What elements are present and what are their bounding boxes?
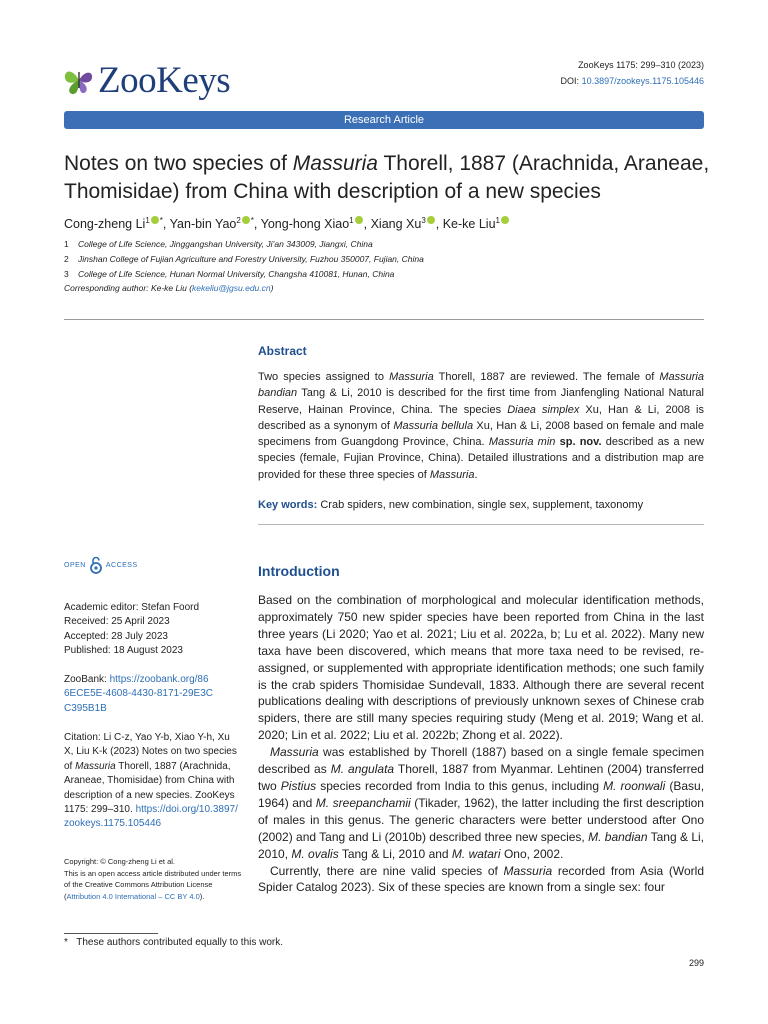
affiliation-3: 3 College of Life Science, Hunan Normal University, Changsha 410081, Hunan, China — [64, 269, 395, 279]
intro-paragraph-2: Massuria was established by Thorell (1887) based on a single female specimen described as M. angulata Thorell, 1887 from Myanmar. Lehtinen (2004) transferred two Pistius species recorded from India to this genus, including M. roonwali (Basu, 1964) and M. sreepanchamii (Tikader, 1962), the latter including the first description of males in this genus. The generic characters were better understood after Ono (2002) and Tang and Li (2010b) described three new species, M. bandian Tang & Li, 2010, M. ovalis Tang & Li, 2010 and M. watari Ono, 2002. — [258, 745, 705, 861]
open-access-lock-icon — [89, 556, 103, 574]
doi-label: DOI: — [560, 76, 582, 86]
abstract-heading: Abstract — [258, 344, 307, 358]
keywords-label: Key words: — [258, 499, 318, 511]
affiliation-1: 1 College of Life Science, Jinggangshan University, Ji’an 343009, Jiangxi, China — [64, 239, 373, 249]
license-link[interactable]: Attribution 4.0 International – CC BY 4.0 — [66, 891, 200, 901]
corresponding-author: Corresponding author: Ke-ke Liu (kekeliu@jgsu.edu.cn) — [64, 283, 274, 293]
orcid-icon[interactable] — [427, 216, 435, 224]
intro-paragraph-1: Based on the combination of morphological and molecular identification methods, approximately 750 new spider species have been reported from China in the last three years (Li 2020; Yao et al. 2021; Liu et al. 2022a, b; Lu et al. 2022). Many new taxa have been discovered, which means that more taxa need to be revised, re-assigned, or supplemented with appropriate identification methods; one such family is the crab spiders Thomisidae Sundevall, 1833. Although there are several recent publications dealing with descriptions of previously unknown sexes of Chinese crab spiders, there are still many species requiring study (Meng et al. 2019; Wang et al. 2020; Lin et al. 2022; Liu et al. 2022b; Zhong et al. 2022). — [258, 593, 704, 743]
doi-link[interactable]: 10.3897/zookeys.1175.105446 — [581, 76, 704, 86]
journal-reference: ZooKeys 1175: 299–310 (2023) — [578, 60, 704, 70]
orcid-icon[interactable] — [151, 216, 159, 224]
introduction-heading: Introduction — [258, 563, 340, 579]
copyright-notice: Copyright: © Cong-zheng Li et al. This is an open access article distributed under terms of the Creative Commons Attribution License (Attribution 4.0 International – CC BY 4.0). — [64, 857, 242, 901]
author-name: Cong-zheng Li — [64, 217, 146, 232]
abstract-text: Two species assigned to Massuria Thorell, 1887 are reviewed. The female of Massuria bandian Tang & Li, 2010 is described for the first time from Jianfengling National Natural Reserve, Hainan Province, China. The species Diaea simplex Xu, Han & Li, 2008 is described as a synonym of Massuria bellula Xu, Han & Li, 2008 based on female and male specimens from Guangdong Province, China. Massuria min sp. nov. described as a new species (female, Fujian Province, China). Detailed illustrations and a distribution map are provided for these three species of Massuria. — [258, 371, 704, 481]
doi-line — [561, 76, 704, 86]
published-date: Published: 18 August 2023 — [64, 645, 183, 657]
footnote-mark: * — [64, 937, 68, 948]
butterfly-logo-icon — [62, 62, 96, 98]
author-name: Yong-hong Xiao — [260, 217, 350, 232]
citation: Citation: Li C-z, Yao Y-b, Xiao Y-h, Xu X, Liu K-k (2023) Notes on two species of Massuria Thorell, 1887 (Arachnida, Araneae, Thomisidae) from China with description of a new species. ZooKeys 1175: 299–310. https://doi.org/10.3897/zookeys.1175.105446 — [64, 732, 238, 830]
author-name: Ke-ke Liu — [442, 217, 496, 232]
citation-doi-link[interactable]: https://doi.org/10.3897/zookeys.1175.105446 — [64, 804, 238, 830]
keywords: Key words: Crab spiders, new combination, single sex, supplement, taxonomy — [258, 499, 644, 511]
footnote-divider — [64, 933, 158, 934]
article-dates — [64, 601, 244, 659]
page-number: 299 — [688, 958, 704, 968]
zoobank-info: ZooBank: https://zoobank.org/866ECE5E-4608-4430-8171-29E3CC395B1B — [64, 674, 213, 714]
academic-editor: Academic editor: Stefan Foord — [64, 602, 200, 613]
introduction-text — [258, 592, 704, 896]
received-date: Received: 25 April 2023 — [64, 616, 170, 628]
corresponding-email-link[interactable]: kekeliu@jgsu.edu.cn — [192, 283, 271, 293]
affiliation-2: 2 Jinshan College of Fujian Agriculture and Forestry University, Fuzhou 350007, Fujian, China — [64, 254, 424, 264]
author-list: Cong-zheng Li$^1$ *, Yan-bin Yao$^2$ *, Yong-hong Xiao$^1$ , Xiang Xu$^3$ , Ke-ke Liu$^1$ — [64, 216, 510, 231]
orcid-icon[interactable] — [242, 216, 250, 224]
author-name: Yan-bin Yao — [169, 217, 237, 232]
intro-paragraph-3: Currently, there are nine valid species of Massuria recorded from Asia (World Spider Catalog 2023). Six of these species are known from a single sex: four — [258, 863, 705, 895]
zoobank-link[interactable]: https://zoobank.org/866ECE5E-4608-4430-8171-29E3CC395B1B — [64, 674, 213, 714]
footnote: * These authors contributed equally to this work. — [64, 937, 284, 948]
article-title: Notes on two species of Massuria Thorell, 1887 (Arachnida, Araneae, Thomisidae) from China with description of a new species — [64, 152, 710, 203]
open-access-badge: OPEN ACCESS — [64, 556, 138, 574]
orcid-icon[interactable] — [501, 216, 509, 224]
header-divider — [64, 319, 704, 320]
author-name: Xiang Xu — [370, 217, 422, 232]
zookeys-logo — [62, 58, 230, 102]
logo-wordmark: ZooKeys — [98, 59, 231, 101]
abstract-divider — [258, 524, 704, 525]
article-type-banner: Research Article — [64, 111, 704, 129]
accepted-date: Accepted: 28 July 2023 — [64, 630, 168, 642]
orcid-icon[interactable] — [355, 216, 363, 224]
